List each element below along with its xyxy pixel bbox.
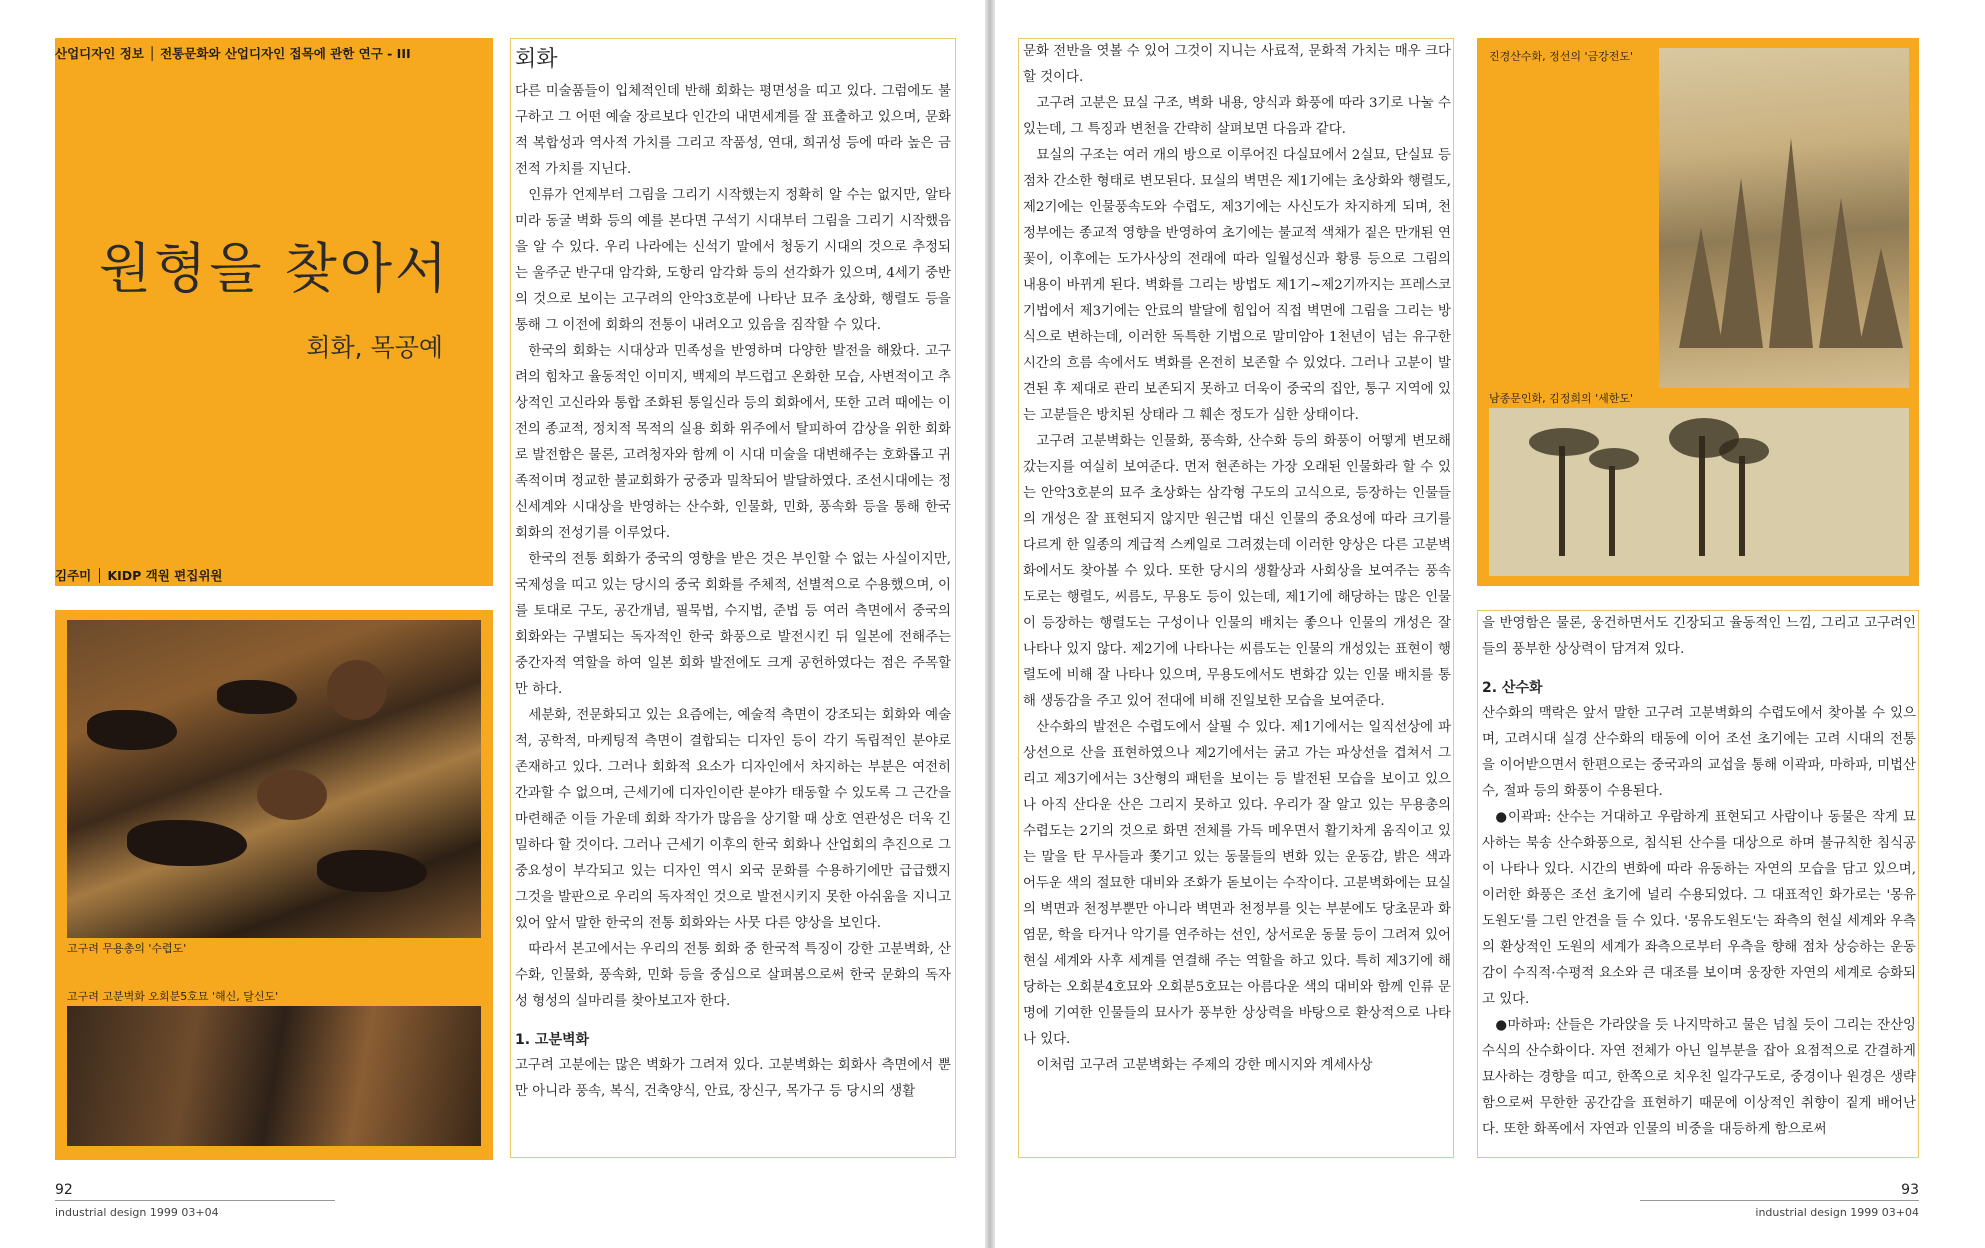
column-1-body xyxy=(515,41,951,1153)
paragraph: ●마하파: 산들은 가라앉을 듯 나지막하고 물은 넘칠 듯이 그리는 잔산잉수식의 산수화이다. 자연 전체가 아닌 일부분을 잡아 요점적으로 간결하게 묘사하는 경향을 띠고, 한쪽으로 치우친 일각구도로, 중경이나 원경은 생략함으로써 무한한 공간감을 표현하기 때문에 이상적인 취향이 짙게 배어난다. 또한 화폭에서 자연과 인물의 비중을 대등하게 함으로써 xyxy=(1482,1018,1916,1137)
page-number-right: 93 xyxy=(1901,1182,1919,1198)
paragraph: 산수화의 발전은 수렵도에서 살필 수 있다. 제1기에서는 일직선상에 파상선으로 산을 표현하였으나 제2기에서는 굵고 가는 파상선을 겹쳐서 그리고 제3기에서는 3산형의 패턴을 보이는 등 발전된 모습을 보이고 있으나 아직 산다운 산은 그리지 못하고 있다. 우리가 잘 알고 있는 무용총의 수렵도는 2기의 것으로 화면 전체를 가득 메우면서 활기차게 움직이고 있는 말을 탄 무사들과 쫓기고 있는 동물들의 변화 있는 운동감, 밝은 색과 어두운 색의 절묘한 대비와 조화가 돋보이는 수작이다. 고분벽화에는 묘실의 벽면과 천정부뿐만 아니라 벽면과 천정부를 잇는 부분에도 당초문과 화염문, 학을 타거나 악기를 연주하는 선인, 상서로운 동물 등이 그려져 있어 현실 세계와 사후 세계를 연결해 주는 역할을 하고 있다. 특히 제3기에 해당하는 오회분4호묘와 오회분5호묘는 아름다운 색의 대비와 함께 인류 문명에 기여한 인물들의 묘사가 풍부한 상상력을 바탕으로 환상적으로 나타나 있다. xyxy=(1023,720,1451,1047)
subheading: 2. 산수화 xyxy=(1482,680,1543,696)
footer-rule-right xyxy=(1640,1200,1919,1201)
photo-block xyxy=(55,610,493,1160)
column-2-body xyxy=(1023,39,1451,1155)
paragraph: 을 반영함은 물론, 웅건하면서도 긴장되고 율동적인 느낌, 그리고 고구려인들의 풍부한 상상력이 담겨져 있다. xyxy=(1482,616,1916,657)
artwork-block xyxy=(1477,38,1919,586)
photo-caption-1: 고구려 무용총의 '수렵도' xyxy=(67,942,187,955)
publication-right: industrial design 1999 03+04 xyxy=(1755,1206,1919,1219)
photo-caption-2: 고구려 고분벽화 오회분5호묘 '해신, 달신도' xyxy=(67,990,279,1003)
title-block xyxy=(55,38,493,586)
sehando-painting-image xyxy=(1489,408,1909,576)
artwork-caption-2: 남종문인화, 김정희의 '세한도' xyxy=(1489,392,1634,405)
paragraph: 산수화의 맥락은 앞서 말한 고구려 고분벽화의 수렵도에서 찾아볼 수 있으며, 고려시대 실경 산수화의 태동에 이어 조선 초기에는 고려 시대의 전통을 이어받으면서 한편으로는 중국과의 교섭을 통해 이곽파, 마하파, 미법산수, 절파 등의 화풍이 수용된다. xyxy=(1482,706,1916,799)
paragraph: 따라서 본고에서는 우리의 전통 회화 중 한국적 특징이 강한 고분벽화, 산수화, 인물화, 풍속화, 민화 등을 중심으로 살펴봄으로써 한국 문화의 독자성 형성의 실마리를 찾아보고자 한다. xyxy=(515,942,951,1009)
paragraph: 문화 전반을 엿볼 수 있어 그것이 지니는 사료적, 문화적 가치는 매우 크다 할 것이다. xyxy=(1023,44,1451,85)
paragraph: 이처럼 고구려 고분벽화는 주제의 강한 메시지와 계세사상 xyxy=(1036,1058,1373,1073)
publication-left: industrial design 1999 03+04 xyxy=(55,1206,219,1219)
paragraph: 세분화, 전문화되고 있는 요즘에는, 예술적 측면이 강조되는 회화와 예술적, 공학적, 마케팅적 측면이 결합되는 디자인 등이 각기 독립적인 분야로 존재하고 있다. 그러나 회화적 요소가 디자인에서 차지하는 부분은 여전히 간과할 수 없으며, 근세기에 디자인이란 분야가 태동할 수 있도록 그 근간을 마련해준 이들 가운데 회화 작가가 많음을 상기할 때 상호 연관성은 더욱 긴밀하다 할 것이다. 그러나 근세기 이후의 한국 회화나 산업회의 추진으로 그 중요성이 부각되고 있는 디자인 역시 외국 문화를 수용하기에만 급급했지 그것을 발판으로 우리의 독자적인 것으로 발전시키지 못한 아쉬움을 지니고 있어 앞서 말한 한국의 전통 회화와는 사뭇 다른 양상을 보인다. xyxy=(515,708,951,931)
artwork-caption-1: 진경산수화, 정선의 '금강전도' xyxy=(1489,50,1634,63)
paragraph: 한국의 전통 회화가 중국의 영향을 받은 것은 부인할 수 없는 사실이지만, 국제성을 띠고 있는 당시의 중국 회화를 주체적, 선별적으로 수용했으며, 이를 토대로 구도, 공간개념, 필묵법, 수지법, 준법 등 여러 측면에서 중국의 회화와는 구별되는 독자적인 한국 화풍으로 발전시킨 뒤 일본에 전해주는 중간자적 역할을 하여 일본 회화 발전에도 크게 공헌하였다는 점은 주목할 만 하다. xyxy=(515,552,951,697)
text-column-3 xyxy=(1477,610,1919,1158)
moon-sun-mural-image xyxy=(67,1006,481,1146)
article-title: 원형을 찾아서 xyxy=(99,237,451,300)
geumgang-painting-image xyxy=(1659,48,1909,388)
paragraph: 다른 미술품들이 입체적인데 반해 회화는 평면성을 띠고 있다. 그럼에도 불구하고 그 어떤 예술 장르보다 인간의 내면세계를 잘 표출하고 있으며, 문화적 복합성과 역사적 가치를 그리고 작품성, 연대, 희귀성 등에 따라 높은 금전적 가치를 지닌다. xyxy=(515,84,951,177)
paragraph: 고구려 고분은 묘실 구조, 벽화 내용, 양식과 화풍에 따라 3기로 나눌 수 있는데, 그 특징과 변천을 간략히 살펴보면 다음과 같다. xyxy=(1023,96,1451,137)
paragraph: 묘실의 구조는 여러 개의 방으로 이루어진 다실묘에서 2실묘, 단실묘 등 점차 간소한 형태로 변모된다. 묘실의 벽면은 제1기에는 초상화와 행렬도, 제2기에는 인물풍속도와 수렵도, 제3기에는 사신도가 차지하게 되며, 천정부에는 종교적 영향을 반영하여 초기에는 불교적 색채가 짙은 만개된 연꽃이, 이후에는 도가사상의 전래에 따라 일월성신과 황룡 등으로 그림의 내용이 바뀌게 된다. 벽화를 그리는 방법도 제1기~제2기까지는 프레스코 기법에서 제3기에는 안료의 발달에 힘입어 직접 벽면에 그림을 그리는 방식으로 변하는데, 이러한 독특한 기법으로 말미암아 1천년이 넘는 유구한 시간의 흐름 속에서도 벽화를 온전히 보존할 수 있었다. 그러나 고분이 발견된 후 제대로 관리 보존되지 못하고 더욱이 중국의 집안, 통구 지역에 있는 고분들은 방치된 상태라 그 훼손 정도가 심한 상태이다. xyxy=(1023,148,1451,423)
paragraph: ●이곽파: 산수는 거대하고 우람하게 표현되고 사람이나 동물은 작게 묘사하는 북송 산수화풍으로, 침식된 산수를 대상으로 하며 불규칙한 침식공이 나타나 있다. 시간의 변화에 따라 유동하는 자연의 모습을 담고 있으며, 이러한 화풍은 조선 초기에 널리 수용되었다. 그 대표적인 화가로는 '몽유도원도'를 그린 안견을 들 수 있다. '몽유도원도'는 좌측의 현실 세계와 우측의 환상적인 도원의 세계가 좌측으로부터 우측을 향해 점차 상승하는 운동감이 수직적·수평적 요소와 큰 대조를 보이며 웅장한 자연의 세계로 승화되고 있다. xyxy=(1482,810,1916,1007)
page-gutter xyxy=(985,0,995,1248)
footer-rule-left xyxy=(55,1200,335,1201)
series-label: 산업디자인 정보 │ 전통문화와 산업디자인 접목에 관한 연구 - III xyxy=(55,46,411,61)
column-3-body xyxy=(1482,611,1916,1155)
text-column-2 xyxy=(1018,38,1454,1158)
hunting-mural-image xyxy=(67,620,481,938)
section-heading: 회화 xyxy=(515,47,558,72)
subheading: 1. 고분벽화 xyxy=(515,1032,590,1048)
page-number-left: 92 xyxy=(55,1182,73,1198)
text-column-1 xyxy=(510,38,956,1158)
paragraph: 고구려 고분벽화는 인물화, 풍속화, 산수화 등의 화풍이 어떻게 변모해 갔는지를 여실히 보여준다. 먼저 현존하는 가장 오래된 인물화라 할 수 있는 안악3호분의 묘주 초상화는 삼각형 구도의 고식으로, 등장하는 인물들의 개성은 잘 표현되지 않지만 원근법 대신 인물의 중요성에 따라 크기를 다르게 한 일종의 계급적 스케일로 그려졌는데 이러한 양상은 다른 고분벽화에서도 찾아볼 수 있다. 또한 당시의 생활상과 사회상을 보여주는 풍속도로는 행렬도, 씨름도, 무용도 등이 있는데, 제1기에 해당하는 많은 인물이 등장하는 행렬도는 구성이나 인물의 배치는 좋으나 인물의 개성은 잘 나타나 있지 않다. 제2기에 나타나는 씨름도는 인물의 개성있는 표현이 행렬도에 비해 잘 나타나 있으며, 무용도에서도 변화감 있는 인물 배치를 통해 생동감을 주고 있어 전대에 비해 진일보한 모습을 보여준다. xyxy=(1023,434,1451,709)
paragraph: 한국의 회화는 시대상과 민족성을 반영하며 다양한 발전을 해왔다. 고구려의 힘차고 율동적인 이미지, 백제의 부드럽고 온화한 모습, 사변적이고 추상적인 고신라와 통합 조화된 통일신라 등의 회화에서, 또한 고려 때에는 이전의 종교적, 정치적 목적의 실용 회화 위주에서 탈피하여 감상을 위한 회화로 발전함은 물론, 고려청자와 함께 이 시대 미술을 대변해주는 호화롭고 귀족적이며 정교한 불교회화가 궁중과 밀착되어 발달하였다. 조선시대에는 정신세계와 시대상을 반영하는 산수화, 인물화, 민화, 풍속화 등을 통해 한국 회화의 전성기를 이루었다. xyxy=(515,344,951,541)
paragraph: 고구려 고분에는 많은 벽화가 그려져 있다. 고분벽화는 회화사 측면에서 뿐만 아니라 풍속, 복식, 건축양식, 안료, 장신구, 목가구 등 당시의 생활 xyxy=(515,1058,951,1099)
author-byline: 김주미 │ KIDP 객원 편집위원 xyxy=(55,568,223,583)
paragraph: 인류가 언제부터 그림을 그리기 시작했는지 정확히 알 수는 없지만, 알타미라 동굴 벽화 등의 예를 본다면 구석기 시대부터 그림을 그리기 시작했음을 알 수 있다. 우리 나라에는 신석기 말에서 청동기 시대의 것으로 추정되는 울주군 반구대 암각화, 도항리 암각화 등의 선각화가 있으며, 4세기 중반의 것으로 보이는 고구려의 안악3호분에 나타난 묘주 초상화, 행렬도 등을 통해 그 이전에 회화의 전통이 내려오고 있음을 짐작할 수 있다. xyxy=(515,188,951,333)
article-subtitle: 회화, 목공예 xyxy=(306,333,443,362)
